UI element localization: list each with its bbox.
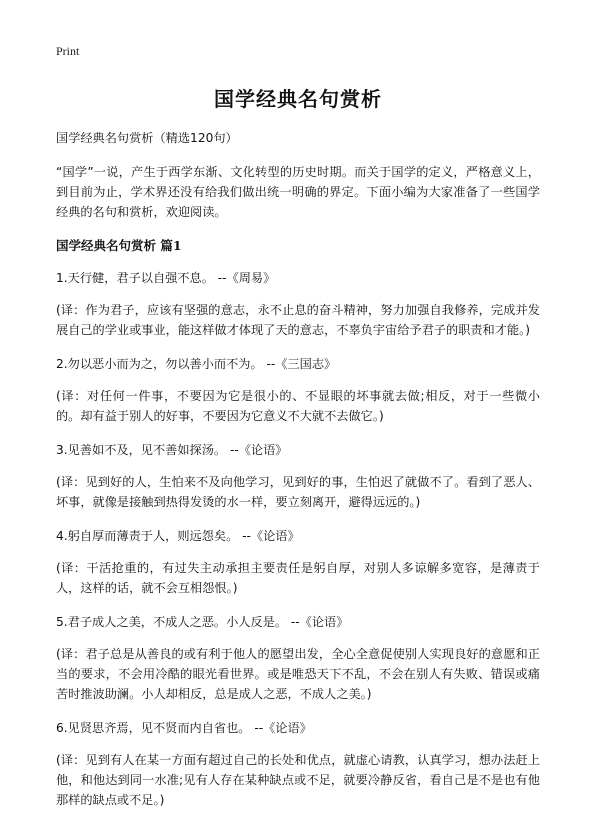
translation-5: (译：君子总是从善良的或有利于他人的愿望出发，全心全意促使别人实现良好的意愿和正当的要求，不会用冷酷的眼光看世界。或是唯恐天下不乱，不会在别人有失败、错误或痛苦时推波助澜。小人却相反，总是成人之恶，不成人之美。) [56, 647, 540, 701]
page-title: 国学经典名句赏析 [214, 87, 382, 111]
translation-3: (译：见到好的人，生怕来不及向他学习，见到好的事，生怕迟了就做不了。看到了恶人、坏事，就像是接触到热得发烫的水一样，要立刻离开，避得远远的。) [56, 475, 540, 509]
quote-2: 2.勿以恶小而为之，勿以善小而不为。 --《三国志》 [56, 357, 337, 371]
translation-2: (译：对任何一件事，不要因为它是很小的、不显眼的坏事就去做;相反，对于一些微小的。却有益于别人的好事，不要因为它意义不大就不去做它。) [56, 389, 540, 423]
quote-3: 3.见善如不及，见不善如探汤。 --《论语》 [56, 443, 288, 457]
print-link[interactable]: Print [56, 44, 80, 58]
quote-6: 6.见贤思齐焉，见不贤而内自省也。 --《论语》 [56, 721, 312, 735]
translation-4: (译：干活抢重的，有过失主动承担主要责任是躬自厚，对别人多谅解多宽容，是薄责于人，这样的话，就不会互相怨恨。) [56, 561, 540, 595]
quote-1: 1.天行健，君子以自强不息。 --《周易》 [56, 271, 276, 285]
intro-paragraph: “国学”一说，产生于西学东渐、文化转型的历史时期。而关于国学的定义，严格意义上，到目前为止，学术界还没有给我们做出统一明确的界定。下面小编为大家准备了一些国学经典的名句和赏析，欢迎阅读。 [56, 165, 540, 219]
quote-5: 5.君子成人之美，不成人之恶。小人反是。 --《论语》 [56, 615, 349, 629]
quote-4: 4.躬自厚而薄责于人，则远怨矣。 --《论语》 [56, 529, 300, 543]
subtitle: 国学经典名句赏析（精选120句） [56, 131, 238, 145]
translation-1: (译：作为君子，应该有坚强的意志，永不止息的奋斗精神，努力加强自我修养，完成并发展自己的学业或事业，能这样做才体现了天的意志，不辜负宇宙给予君子的职责和才能。) [56, 303, 540, 337]
translation-6: (译：见到有人在某一方面有超过自己的长处和优点，就虚心请教，认真学习，想办法赶上他，和他达到同一水准;见有人存在某种缺点或不足，就要冷静反省，看自己是不是也有他那样的缺点或不足。) [56, 753, 540, 807]
section-heading: 国学经典名句赏析 篇1 [56, 238, 182, 253]
